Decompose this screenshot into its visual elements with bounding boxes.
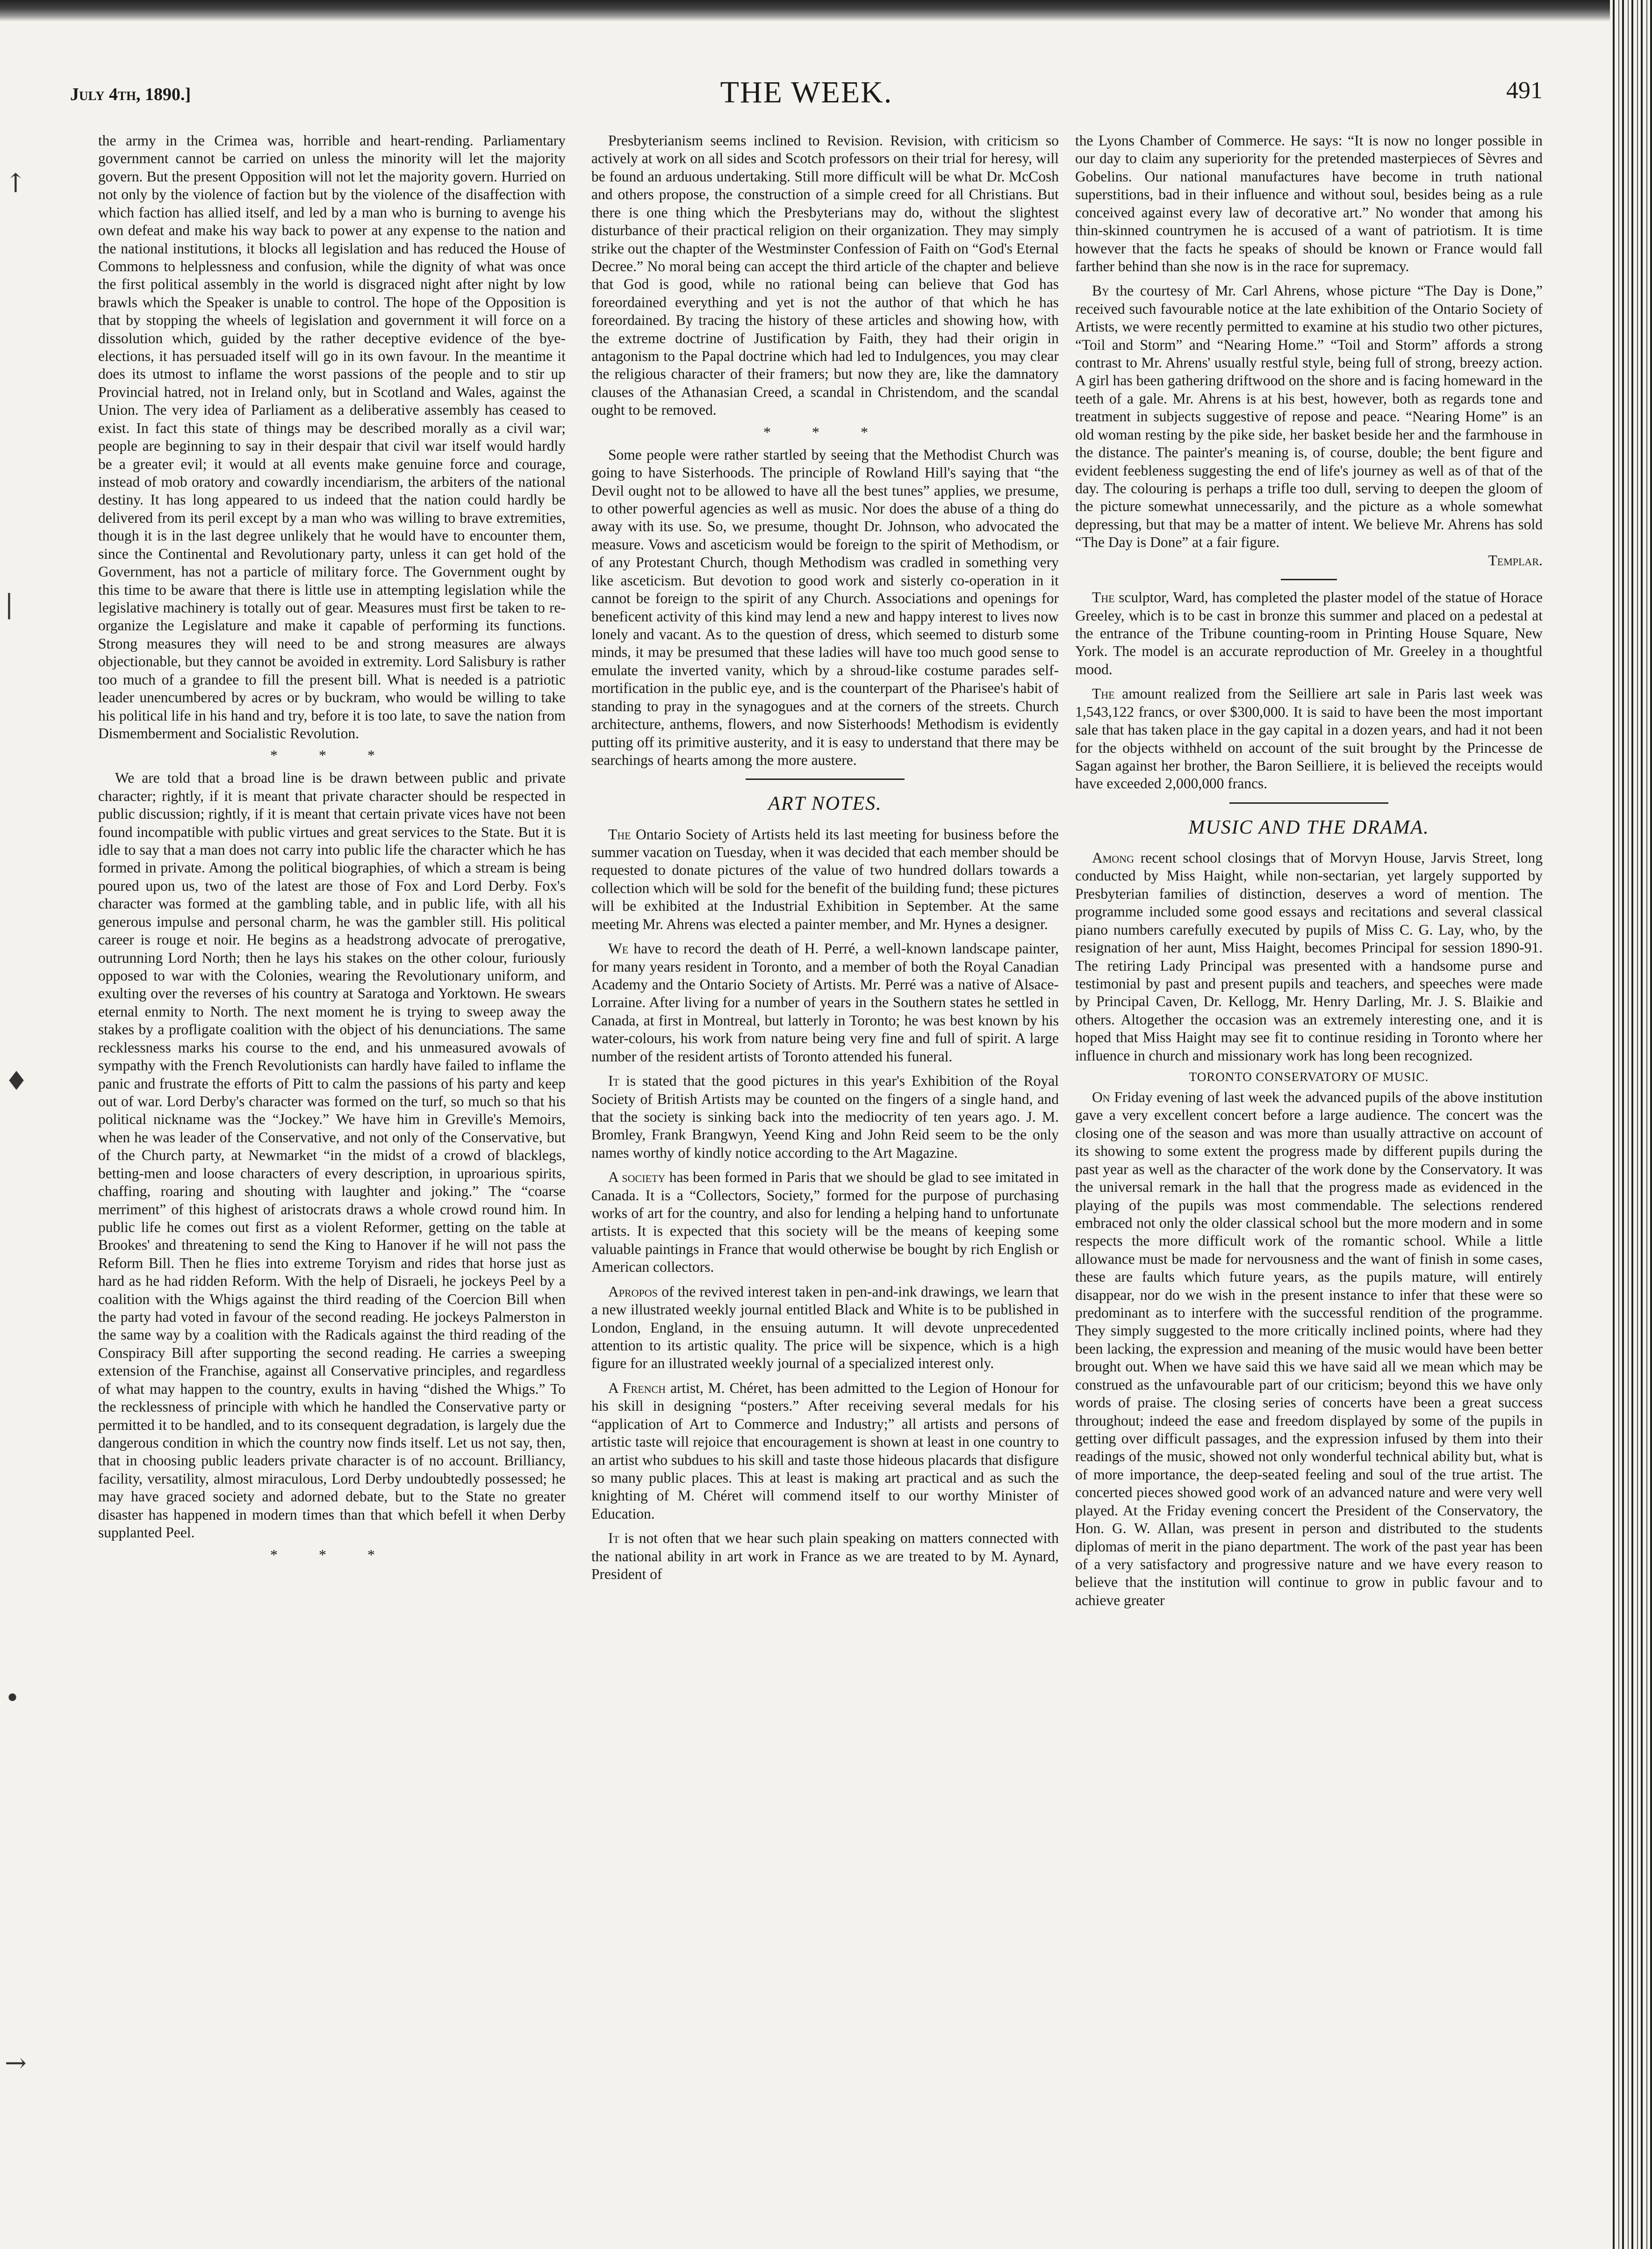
paragraph-body: amount realized from the Seilliere art sale in Paris last week was 1,543,122 francs, or over $300,000. It is said to have been the most important sale that has taken place in the gay capital in a dozen years, and had it not been for the objects withheld on account of the suit brought by the Princesse de Sagan against her brother, the Baron Seilliere, it is believed the receipts would have exceeded 2,000,000 francs. (1075, 685, 1543, 792)
paragraph: We are told that a broad line is be drawn between public and private character; rightly, if it is meant that private character should be respected in public discussion; rightly, if it is meant that certain private vices have not been found incompatible with public virtues and great services to the State. But it is idle to say that a man does not carry into public life the character which he has formed in private. Among the political biographies, of which a stream is being poured upon us, two of the latest are those of Fox and Lord Derby. Fox's character was formed at the gambling table, and in public life, with all his generous impulse and personal charm, he was the gambler still. His political career is rouge et noir. He begins as a headstrong advocate of prerogative, outrunning Lord North; then he lays his stakes on the other colour, furiously opposed to war with the Colonies, wearing the Revolutionary uniform, and exulting over the reverses of his country at Saratoga and Yorktown. He swears eternal enmity to North. The next moment he is trying to sweep away the stakes by a profligate coalition with the object of his denunciations. The same recklessness marks his course to the end, and his unmeasured avowals of sympathy with the French Revolutionists can hardly have failed to inflame the panic and frustrate the efforts of Pitt to calm the passions of his party and keep out of war. Lord Derby's character was formed on the turf, so much so that his political nickname was the “Jockey.” We have him in Greville's Memoirs, when he was leader of the Conservative, and not only of the Conservative, but of the Church party, at Newmarket “in the midst of a crowd of blacklegs, betting-men and loose characters of every description, in uproarious spirits, chaffing, roaring and shouting with laughter and joking.” The “coarse merriment” of this highest of aristocrats draws a whole crowd round him. In public life he comes out first as a violent Reformer, getting on the table at Brookes' and threatening to send the King to Hanover if he will not pass the Reform Bill. Then he flies into extreme Toryism and rides that horse just as hard as he had ridden Reform. With the help of Disraeli, he jockeys Peel by a coalition with the Whigs against the third reading of the Coercion Bill when the party had voted in favour of the second reading. He jockeys Palmerston in the same way by a coalition with the Radicals against the third reading of the Conspiracy Bill after supporting the second reading. He carries a sweeping extension of the Franchise, against all Conservative principles, and regardless of what may happen to the country, exults in having “dished the Whigs.” To the recklessness of principle with which he handled the Conservative party or permitted it to be handled, and to its consequent degradation, is largely due the dangerous condition in which the country now finds itself. Let us not say, then, that in choosing public leaders private character is of no account. Brilliancy, facility, versatility, almost miraculous, Lord Derby undoubtedly possessed; he may have graced society and adorned debate, but to the State no greater disaster has happened in modern times than that which befell it when Derby supplanted Peel. (98, 770, 566, 1541)
column-2 (591, 132, 1059, 2222)
section-rule (1281, 579, 1337, 580)
paragraph-body: the courtesy of Mr. Carl Ahrens, whose picture “The Day is Done,” received such favourable notice at the late exhibition of the Ontario Society of Artists, we were recently permitted to examine at his studio two other pictures, “Toil and Storm” and “Nearing Home.” “Toil and Storm” affords a strong contrast to Mr. Ahrens' usually restful style, being full of strong, breezy action. A girl has been gathering driftwood on the shore and is facing homeward in the teeth of a gale. Mr. Ahrens is at his best, however, both as regards tone and treatment in subjects suggestive of repose and peace. “Nearing Home” is an old woman resting by the pike side, her basket beside her and the farmhouse in the distance. The painter's meaning is, of course, double; the bent figure and evident feebleness suggesting the end of life's journey as well as of that of the day. The colouring is perhaps a trifle too dull, serving to deepen the gloom of the picture somewhat unnecessarily, and the picture as a whole somewhat depressing, but that may be a matter of intent. We believe Mr. Ahrens has sold “The Day is Done” at a fair figure. (1075, 282, 1543, 551)
scan-binding-edge (1610, 0, 1652, 2249)
margin-mark: | (5, 589, 14, 620)
lead-in: The (608, 826, 631, 843)
column-1 (98, 132, 566, 2222)
section-title-art-notes: ART NOTES. (768, 793, 882, 815)
page-number: 491 (1506, 77, 1543, 104)
section-rule (1229, 802, 1388, 804)
lead-in: Apropos (608, 1283, 658, 1300)
section-separator: * * * (270, 1546, 394, 1563)
author-signature: Templar. (1488, 552, 1543, 569)
lead-in: The (1092, 589, 1115, 606)
section-rule (746, 778, 905, 780)
lead-in: By (1092, 282, 1109, 299)
paragraph (591, 1168, 1059, 1276)
paragraph-body: of the revived interest taken in pen-and-ink drawings, we learn that a new illustrated weekly journal entitled Black and White is to be published in London, England, in the ensuing autumn. It will devote unprecedented attention to its artistic quality. The price will be sixpence, which is a high figure for an illustrated weekly journal of a specialized interest only. (591, 1283, 1059, 1372)
section-title-music-drama: MUSIC AND THE DRAMA. (1188, 816, 1429, 838)
lead-in: We (608, 940, 629, 957)
margin-mark: → (5, 2048, 27, 2078)
lead-in: It (608, 1073, 619, 1089)
paragraph: the army in the Crimea was, horrible and heart-rending. Parliamentary government cannot be carried on unless the minority will let the majority govern. But the present Opposition will not let the majority govern. Hurried on not only by the violence of faction but by the violence of the disaffection with which faction has allied itself, and led by a man who is burning to avenge his own defeat and make his way back to power at any expense to the nation and the national institutions, it blocks all legislation and has reduced the House of Commons to helplessness and confusion, while the dignity of what was once the first political assembly in the world is disgraced night after night by low brawls which the Speaker is unable to control. The hope of the Opposition is that by stopping the wheels of legislation and government it will force on a dissolution which, guided by the rather deceptive evidence of the bye-elections, it has persuaded itself will go in its own favour. In the meantime it does its utmost to inflame the worst passions of the people and to stir up Provincial hatred, not in Ireland only, but in Scotland and Wales, against the Union. The very idea of Parliament as a deliberative assembly has ceased to exist. In fact this state of things may be described morally as a civil war; people are beginning to say in their despair that civil war itself would hardly be a greater evil; it would at all events make genuine force and courage, instead of mob oratory and cowardly incendiarism, the arbiters of the national destiny. It has long appeared to us indeed that the nation could hardly be delivered from its peril except by a man who was willing to brave extremities, though it is in the last degree unlikely that he would have to encounter them, since the Continental and Revolutionary party, unless it can get hold of the Government, has not a particle of military force. The Government ought by this time to be aware that there is little use in attempting legislation while the legislative machinery is totally out of gear. Measures must first be taken to re-organize the Legislature and make it capable of performing its functions. Strong measures they will need to be and strong measures are always objectionable, but they cannot be avoided in extremity. Lord Salisbury is rather too much of a grandee to fill the present bill. What is needed is a patriotic leader unencumbered by acres or by buckram, who would be willing to take his political life in his hand and try, before it is too late, to save the nation from Dismemberment and Socialistic Revolution. (98, 132, 566, 742)
paragraph: Presbyterianism seems inclined to Revision. Revision, with criticism so actively at work on all sides and Scotch professors on their trial for heresy, will be found an arduous undertaking. Still more difficult will be what Dr. McCosh and others propose, the construction of a simple creed for all Christians. But there is one thing which the Presbyterians may do, without the slightest disturbance of their practical religion on their organization. They may simply strike out the chapter of the Westminster Confession of Faith on “God's Eternal Decree.” No moral being can accept the third article of the chapter and believe that God is good, while no rational being can believe that God has foreordained everything and yet is not the author of that which he has foreordained. By tracing the history of these articles and showing how, with the extreme doctrine of Justification by Faith, they had their origin in antagonism to the Papal doctrine which had led to Indulgences, you may clear the religious character of their framers; but now they are, like the damnatory clauses of the Athanasian Creed, a scandal in Christendom, and the scandal ought to be removed. (591, 132, 1059, 418)
paragraph (1075, 589, 1543, 678)
paragraph-body: is not often that we hear such plain speaking on matters connected with the national ability in art work in France as we are treated to by M. Aynard, President of (591, 1530, 1059, 1583)
paragraph-body: recent school closings that of Morvyn House, Jarvis Street, long conducted by Miss Haight, while non-sectarian, yet largely supported by Presbyterian families of distinction, deserves a word of mention. The programme included some good essays and recitations and several classical piano numbers carefully executed by pupils of Miss C. G. Lay, who, by the resignation of her aunt, Miss Haight, becomes Principal for session 1890-91. The retiring Lady Principal was presented with a handsome purse and testimonial by past and present pupils and teachers, and speeches were made by Principal Caven, Dr. Kellogg, Mr. Henry Darling, Mr. J. S. Blaikie and others. Altogether the occasion was an extremely interesting one, and it is hoped that Miss Haight may see fit to continue residing in Toronto where her influence in church and missionary work has long been recognized. (1075, 850, 1543, 1064)
paragraph-body: artist, M. Chéret, has been admitted to the Legion of Honour for his skill in designing “posters.” After receiving several medals for his “application of Art to Commerce and Industry;” all artists and persons of artistic taste will rejoice that encouragement is shown at least in one country to an artist who subdues to his skill and taste those hideous placards that disfigure so many public places. This at least is making art practical and as such the knighting of M. Chéret will commend itself to our worthy Minister of Education. (591, 1379, 1059, 1522)
paragraph-body: is stated that the good pictures in this year's Exhibition of the Royal Society of British Artists may be counted on the fingers of a single hand, and that the society is sinking back into the mediocrity of ten years ago. J. M. Bromley, Frank Brangwyn, Yeend King and John Reid seem to be the only names worthy of kindly notice according to the Art Magazine. (591, 1073, 1059, 1161)
margin-mark: ♦ (5, 1066, 29, 1096)
section-separator: * * * (763, 423, 887, 440)
paragraph (591, 1283, 1059, 1373)
paragraph (591, 1379, 1059, 1523)
issue-date: July 4th, 1890.] (70, 85, 191, 104)
lead-in: Among (1092, 850, 1134, 866)
lead-in: A society (608, 1169, 666, 1186)
section-separator: * * * (270, 747, 394, 764)
paragraph-body: have to record the death of H. Perré, a well-known landscape painter, for many years resident in Toronto, and a member of both the Royal Canadian Academy and the Ontario Society of Artists. Mr. Perré was a native of Alsace-Lorraine. After living for a number of years in the Southern states he settled in Canada, at first in Montreal, but latterly in Toronto; he was best known by his water-colours, his work from nature being very fine and full of spirit. A large number of the resident artists of Toronto attended his funeral. (591, 940, 1059, 1065)
paragraph-body: sculptor, Ward, has completed the plaster model of the statue of Horace Greeley, which is to be cast in bronze this summer and placed on a pedestal at the entrance of the Tribune counting-room in Printing House Square, New York. The model is an accurate reproduction of Mr. Greeley in a thoughtful mood. (1075, 589, 1543, 678)
paragraph (591, 940, 1059, 1066)
paragraph-body: Ontario Society of Artists held its last meeting for business before the summer vacation on Tuesday, when it was decided that each member should be requested to donate pictures of the value of two hundred dollars towards a collection which will be sold for the benefit of the building fund; these pictures will be exhibited at the Industrial Exhibition in September. At the same meeting Mr. Ahrens was elected a painter member, and Mr. Hynes a designer. (591, 826, 1059, 932)
paragraph-body: Friday evening of last week the advanced pupils of the above institution gave a very excellent concert before a large audience. The concert was the closing one of the season and was more than usually attractive on account of its showing to some extent the progress made by different pupils during the past year as well as the character of the work done by the Conservatory. It was the universal remark in the hall that the progress made as evidenced in the playing of the pupils was most commendable. The selections rendered embraced not only the older classical school but the more modern and in some respects the more difficult work of the romantic school. While a little allowance must be made for nervousness and the want of finish in some cases, these are faults which future years, as the pupils mature, will entirely disappear, nor do we wish in the present instance to infer that these were so predominant as to interfere with the successful rendition of the programme. They simply suggested to the more critically inclined points, where had they been lacking, the expression and meaning of the music would have been better brought out. When we have said this we have said all we mean which may be construed as the unfavourable part of our criticism; beyond this we have only words of praise. The closing series of concerts have been a great success throughout; indeed the ease and freedom displayed by some of the pupils in getting over difficult passages, and the expression infused by them into their readings of the music, showed not only wonderful technical ability but, what is of more importance, the deep-seated feeling and soul of the true artist. The concerted pieces showed good work of an advanced nature and were very well played. At the Friday evening concert the President of the Conservatory, the Hon. G. W. Allan, was present in person and distributed to the students diplomas of merit in the piano department. The work of the past year has been of a very satisfactory and progressive nature and we have every reason to believe that the institution will continue to grow in public favour and to achieve greater (1075, 1089, 1543, 1608)
margin-mark: • (5, 1683, 21, 1714)
paragraph: the Lyons Chamber of Commerce. He says: “It is now no longer possible in our day to claim any superiority for the pretended masterpieces of Sèvres and Gobelins. Our national manufactures have become in truth national superstitions, bad in their influence and without soul, besides being as a rule conceived against every law of decorative art.” No wonder that among his thin-skinned countrymen he is accused of a want of patriotism. It is time however that the facts he speaks of should be known or France would fall farther behind than she now is in the race for supremacy. (1075, 132, 1543, 274)
paragraph (1075, 849, 1543, 1065)
paragraph (591, 826, 1059, 934)
scan-top-border (0, 0, 1652, 22)
column-3 (1075, 132, 1543, 2222)
lead-in: The (1092, 685, 1115, 702)
publication-title: THE WEEK. (720, 75, 893, 109)
margin-mark: ↑ (5, 168, 27, 199)
paragraph (591, 1072, 1059, 1162)
paragraph (1075, 685, 1543, 793)
paragraph (1075, 282, 1543, 569)
paragraph: Some people were rather startled by seeing that the Methodist Church was going to have Sisterhoods. The principle of Rowland Hill's saying that “the Devil ought not to be allowed to have all the best tunes” applies, we presume, to other powerful agencies as well as music. Nor does the abuse of a thing do away with its use. So, we presume, thought Dr. Johnson, who advocated the measure. Vows and asceticism would be foreign to the spirit of Methodism, or of any Protestant Church, though Methodism was cradled in something very like asceticism. But devotion to good work and sisterly co-operation in it cannot be foreign to the spirit of any Church. Associations and openings for beneficent activity of this kind may lend a new and happy interest to lives now lonely and vacant. As to the question of dress, which seemed to disturb some minds, it may be presumed that these ladies will have too much good sense to emulate the inverted vanity, which by a shroud-like costume parades self-mortification in the public eye, and is the counterpart of the Pharisee's habit of standing to pray in the synagogues and at the corners of the streets. Church architecture, anthems, flowers, and now Sisterhoods! Methodism is evidently putting off its primitive austerity, and it is easy to understand that there may be searchings of hearts among the more austere. (591, 446, 1059, 768)
subheading: TORONTO CONSERVATORY OF MUSIC. (1189, 1070, 1429, 1084)
lead-in: It (608, 1530, 619, 1547)
lead-in: A French (608, 1379, 666, 1396)
paragraph (591, 1529, 1059, 1583)
lead-in: On (1092, 1089, 1110, 1105)
page-header (70, 70, 1543, 122)
paragraph (1075, 1088, 1543, 1609)
paragraph-body: has been formed in Paris that we should be glad to see imitated in Canada. It is a “Collectors, Society,” formed for the purpose of purchasing works of art for the country, and also for lending a helping hand to unfortunate artists. It is expected that this society will be the means of keeping some valuable paintings in France that would otherwise be bought by rich English or American collectors. (591, 1169, 1059, 1276)
